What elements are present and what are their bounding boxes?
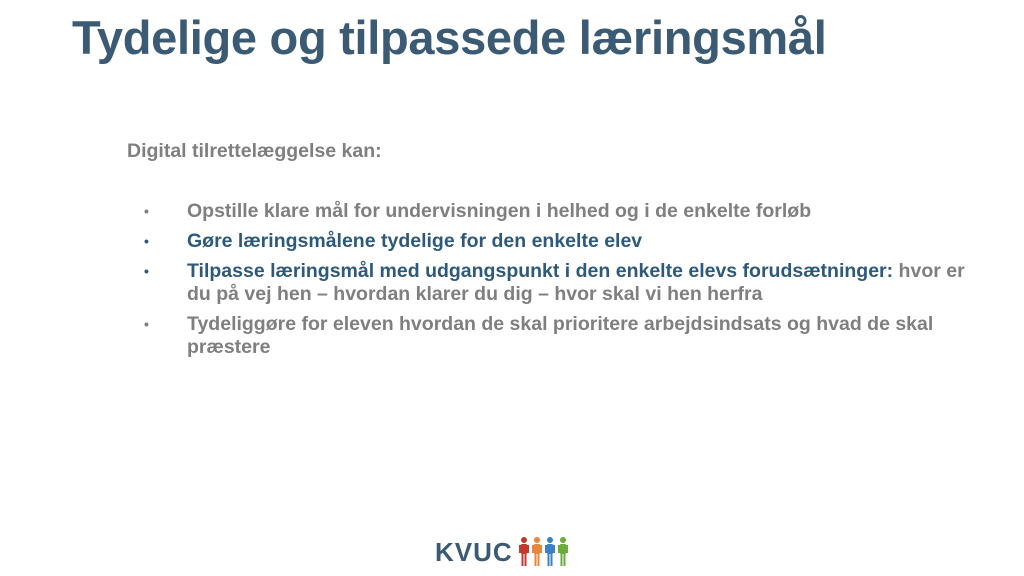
bullet-list xyxy=(144,200,974,366)
bullet-item xyxy=(144,230,974,253)
bullet-text: Gøre læringsmålene tydelige for den enkelte elev xyxy=(187,230,643,252)
intro-text: Digital tilrettelæggelse kan: xyxy=(127,140,382,162)
bullet-dot-icon: • xyxy=(144,263,149,279)
slide-title: Tydelige og tilpassede læringsmål xyxy=(72,11,827,64)
bullet-item xyxy=(144,260,974,306)
bullet-text: Tydeliggøre for eleven hvordan de skal prioritere arbejdsindsats og hvad de skal præstere xyxy=(187,313,934,358)
logo-text: KVUC xyxy=(435,537,513,567)
bullet-dot-icon: • xyxy=(144,233,149,249)
bullet-text: Tilpasse læringsmål med udgangspunkt i den enkelte elevs forudsætninger: xyxy=(187,260,894,282)
person-figure-icon xyxy=(519,537,529,566)
bullet-dot-icon: • xyxy=(144,203,149,219)
bullet-text: Opstille klare mål for undervisningen i helhed og i de enkelte forløb xyxy=(187,200,812,222)
person-figure-icon xyxy=(545,537,555,566)
kvuc-logo xyxy=(435,535,571,569)
bullet-item xyxy=(144,313,974,359)
person-figure-icon xyxy=(532,537,542,566)
people-figures-icon xyxy=(519,536,571,568)
bullet-item xyxy=(144,200,974,223)
bullet-text-tail: hvor er du på vej hen – hvordan klarer du dig – hvor skal vi hen herfra xyxy=(187,260,965,305)
bullet-dot-icon: • xyxy=(144,316,149,332)
person-figure-icon xyxy=(558,537,568,566)
